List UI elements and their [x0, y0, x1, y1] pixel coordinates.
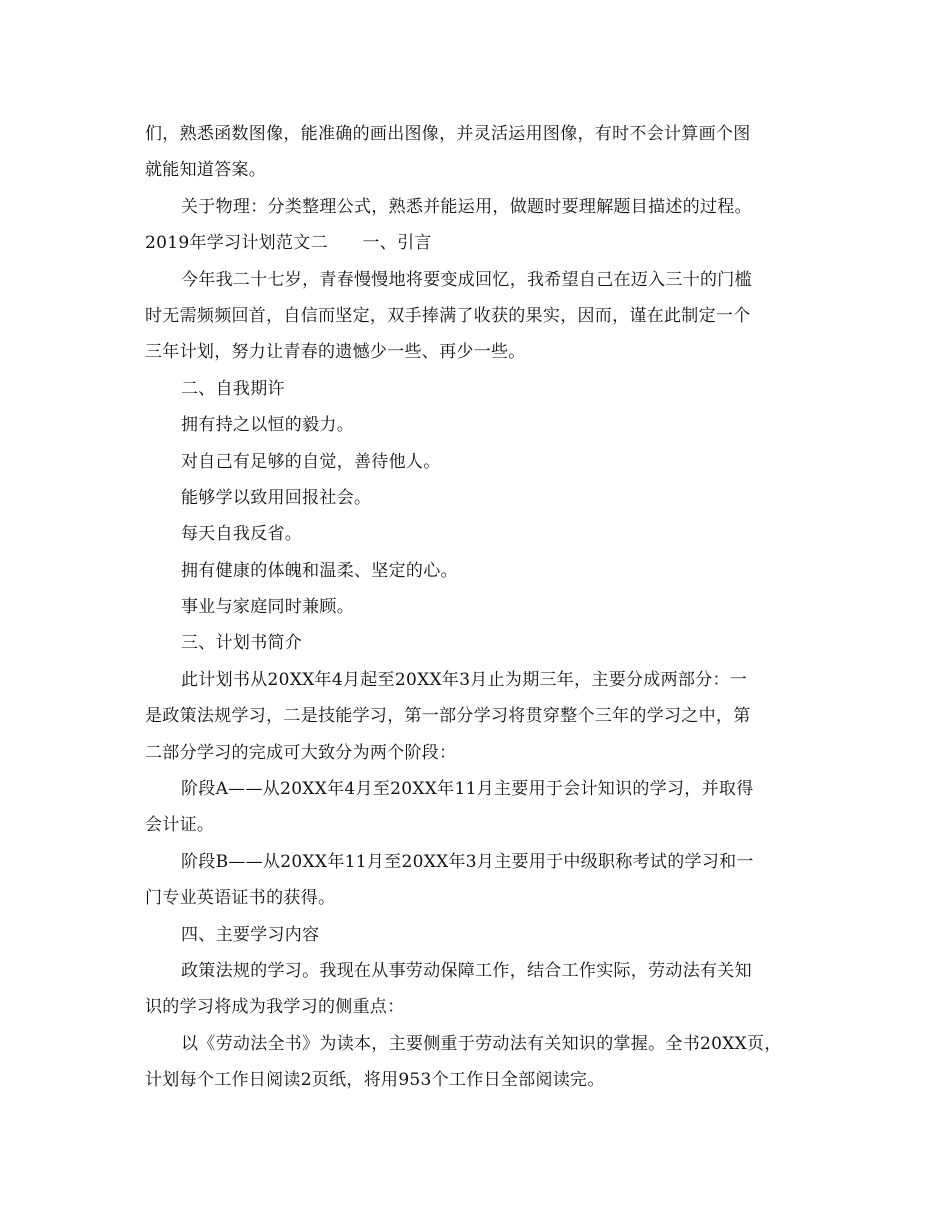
paragraph-physics: 关于物理：分类整理公式，熟悉并能运用，做题时要理解题目描述的过程。	[181, 196, 752, 217]
list-item: 能够学以致用回报社会。	[181, 487, 372, 508]
list-item: 事业与家庭同时兼顾。	[181, 597, 354, 618]
section-heading: 四、主要学习内容	[181, 924, 320, 945]
text-line: 门专业英语证书的获得。	[145, 888, 336, 909]
text-line: 政策法规的学习。我现在从事劳动保障工作，结合工作实际，劳动法有关知	[181, 960, 752, 981]
list-item: 对自己有足够的自觉，善待他人。	[181, 451, 441, 472]
list-item: 拥有持之以恒的毅力。	[181, 415, 354, 436]
text-line: 以《劳动法全书》为读本，主要侧重于劳动法有关知识的掌握。全书20XX页，	[181, 1033, 782, 1054]
text-line: 计划每个工作日阅读2页纸，将用953个工作日全部阅读完。	[145, 1070, 605, 1091]
text-line: 此计划书从20XX年4月起至20XX年3月止为期三年，主要分成两部分：一	[181, 669, 748, 690]
text-line: 三年计划，努力让青春的遗憾少一些、再少一些。	[145, 342, 526, 363]
text-line: 二部分学习的完成可大致分为两个阶段：	[145, 742, 457, 763]
text-line: 就能知道答案。	[145, 160, 267, 181]
section-heading: 三、计划书简介	[181, 633, 303, 654]
list-item: 拥有健康的体魄和温柔、坚定的心。	[181, 560, 458, 581]
section-heading: 二、自我期许	[181, 378, 285, 399]
text-line: 们，熟悉函数图像，能准确的画出图像，并灵活运用图像，有时不会计算画个图	[145, 124, 751, 144]
text-line: 会计证。	[145, 815, 215, 836]
list-item: 每天自我反省。	[181, 524, 303, 545]
text-line: 时无需频频回首，自信而坚定，双手捧满了收获的果实，因而，谨在此制定一个	[145, 305, 751, 326]
text-line: 今年我二十七岁，青春慢慢地将要变成回忆，我希望自己在迈入三十的门槛	[181, 269, 752, 290]
text-line: 阶段A——从20XX年4月至20XX年11月主要用于会计知识的学习，并取得	[181, 779, 754, 800]
document-body	[145, 116, 820, 1099]
text-line: 识的学习将成为我学习的侧重点：	[145, 997, 405, 1018]
text-line: 阶段B——从20XX年11月至20XX年3月主要用于中级职称考试的学习和一	[181, 851, 754, 872]
section-title-line: 2019年学习计划范文二 一、引言	[145, 233, 432, 254]
text-line: 是政策法规学习，二是技能学习，第一部分学习将贯穿整个三年的学习之中，第	[145, 706, 751, 727]
